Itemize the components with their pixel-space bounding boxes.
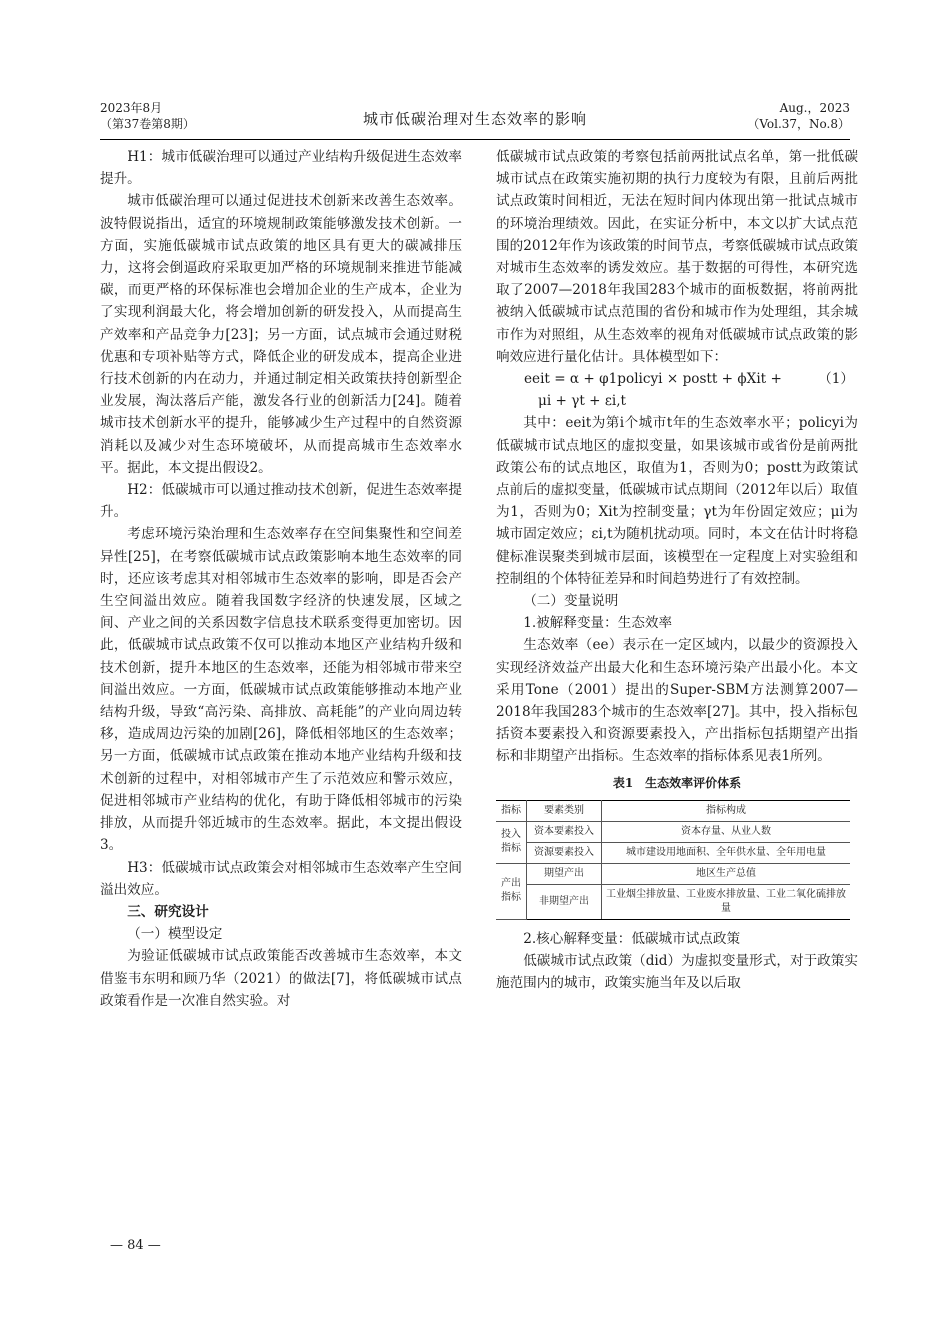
page-number: — 84 — [110,1238,161,1253]
table-cell: 工业烟尘排放量、工业废水排放量、工业二氧化硫排放量 [602,884,851,919]
table-cell: 期望产出 [527,863,602,884]
equation-line-1: eeit = α + φ1policyi × postt + ϕXit + [524,371,782,388]
table-group-input: 投入指标 [496,821,527,863]
table-cell: 资本存量、从业人数 [602,821,851,842]
paragraph-tech-innovation: 城市低碳治理可以通过促进技术创新来改善生态效率。波特假说指出，适宜的环境规制政策能够激发技术创新。一方面，实施低碳城市试点政策的地区具有更大的碳减排压力，这将会倒逼政府采取更加严格的环境规制来推进节能减碳，而更严格的环保标准也会增加企业的生产成本，企业为了实现利润最大化，将会增加创新的研发投入，从而提高生产效率和产品竞争力[23]；另一方面，试点城市会通过财税优惠和专项补贴等方式，降低企业的研发成本，提高企业进行技术创新的内在动力，并通过制定相关政策扶持创新型企业发展，淘汰落后产能，激发各行业的创新活力[24]。随着城市技术创新水平的提升，能够减少生产过程中的自然资源消耗以及减少对生态环境破坏，从而提高城市生态效率水平。据此，本文提出假设2。 [100,193,462,476]
table-row [496,821,850,842]
table-header-row [496,800,850,821]
header-date-en: Aug.，2023 [779,101,850,115]
equation-line-2: μi + γt + εi,t [538,393,627,410]
hypothesis-2: H2：低碳城市可以通过推动技术创新，促进生态效率提升。 [100,482,462,521]
paragraph-eco-efficiency: 生态效率（ee）表示在一定区域内，以最少的资源投入实现经济效益产出最大化和生态环境污染产出最小化。本文采用Tone（2001）提出的Super-SBM方法测算2007—2018年我国283个城市的生态效率[27]。其中，投入指标包括资本要素投入和资源要素投入，产出指标包括期望产出指标和非期望产出指标。生态效率的指标体系见表1所列。 [496,637,858,765]
right-column [496,146,858,995]
table-header-composition: 指标构成 [602,800,851,821]
paragraph-model-intro: 为验证低碳城市试点政策能否改善城市生态效率，本文借鉴韦东明和顾乃华（2021）的做法[7]，将低碳城市试点政策看作是一次准自然实验。对 [100,948,462,1009]
table-1-caption: 表1 生态效率评价体系 [612,775,742,790]
paragraph-variable-definitions: 其中：eeit为第i个城市t年的生态效率水平；policyi为低碳城市试点地区的虚拟变量，如果该城市或省份是前两批政策公布的试点地区，取值为1，否则为0；postt为政策试点前后的虚拟变量，低碳城市试点期间（2012年以后）取值为1，否则为0；Xit为控制变量；γt为年份固定效应；μi为城市固定效应；εi,t为随机扰动项。同时，本文在估计时将稳健标准误聚类到城市层面，该模型在一定程度上对实验组和控制组的个体特征差异和时间趋势进行了有效控制。 [496,415,858,587]
header-volume-en: （Vol.37，No.8） [747,117,850,131]
table-cell: 地区生产总值 [602,863,851,884]
section-heading-research-design: 三、研究设计 [127,903,209,920]
table-1 [496,800,850,920]
table-row [496,863,850,884]
header-volume-cn: （第37卷第8期） [100,117,195,131]
subsection-model: （一）模型设定 [127,926,223,943]
table-cell: 城市建设用地面积、全年供水量、全年用电量 [602,842,851,863]
table-header-category: 要素类别 [527,800,602,821]
table-header-indicator: 指标 [496,800,527,821]
table-row [496,884,850,919]
equation-number: （1） [818,371,854,388]
table-cell: 非期望产出 [527,884,602,919]
variable-heading-core: 2.核心解释变量：低碳城市试点政策 [523,930,741,947]
table-group-output: 产出指标 [496,863,527,919]
subsection-variables: （二）变量说明 [523,593,619,610]
running-title: 城市低碳治理对生态效率的影响 [362,110,587,128]
page-header [100,96,850,138]
variable-heading-dependent: 1.被解释变量：生态效率 [523,615,673,632]
table-row [496,842,850,863]
left-column [100,146,462,1012]
hypothesis-3: H3：低碳城市试点政策会对相邻城市生态效率产生空间溢出效应。 [100,859,462,898]
issue-date-right [747,100,850,132]
header-date-cn: 2023年8月 [100,101,163,115]
equation-1 [496,368,858,412]
table-cell: 资本要素投入 [527,821,602,842]
hypothesis-1: H1：城市低碳治理可以通过产业结构升级促进生态效率提升。 [100,149,462,188]
table-cell: 资源要素投入 [527,842,602,863]
paragraph-did: 低碳城市试点政策（did）为虚拟变量形式，对于政策实施范围内的城市，政策实施当年及以后取 [496,953,858,992]
paragraph-model-continued: 低碳城市试点政策的考察包括前两批试点名单，第一批低碳城市试点在政策实施初期的执行力度较为有限，且前后两批试点政策时间相近，无法在短时间内体现出第一批试点城市的环境治理绩效。因此，在实证分析中，本文以扩大试点范围的2012年作为该政策的时间节点，考察低碳城市试点政策对城市生态效率的诱发效应。基于数据的可得性，本研究选取了2007—2018年我国283个城市的面板数据，将前两批被纳入低碳城市试点范围的省份和城市作为处理组，其余城市作为对照组，从生态效率的视角对低碳城市试点政策的影响效应进行量化估计。具体模型如下： [496,149,858,365]
header-rule [100,139,850,140]
paragraph-spatial-spillover: 考虑环境污染治理和生态效率存在空间集聚性和空间差异性[25]，在考察低碳城市试点政策影响本地生态效率的同时，还应该考虑其对相邻城市生态效率的影响，即是否会产生空间溢出效应。随着我国数字经济的快速发展，区域之间、产业之间的关系因数字信息技术联系变得更加密切。因此，低碳城市试点政策不仅可以推动本地区产业结构升级和技术创新，提升本地区的生态效率，还能为相邻城市带来空间溢出效应。一方面，低碳城市试点政策能够推动本地产业结构升级，导致“高污染、高排放、高耗能”的产业向周边转移，造成周边污染的加剧[26]，降低相邻地区的生态效率；另一方面，低碳城市试点政策在推动本地产业结构升级和技术创新的过程中，对相邻城市产生了示范效应和警示效应，促进相邻城市产业结构的优化，有助于降低相邻城市的污染排放，从而提升邻近城市的生态效率。据此，本文提出假设3。 [100,526,462,854]
